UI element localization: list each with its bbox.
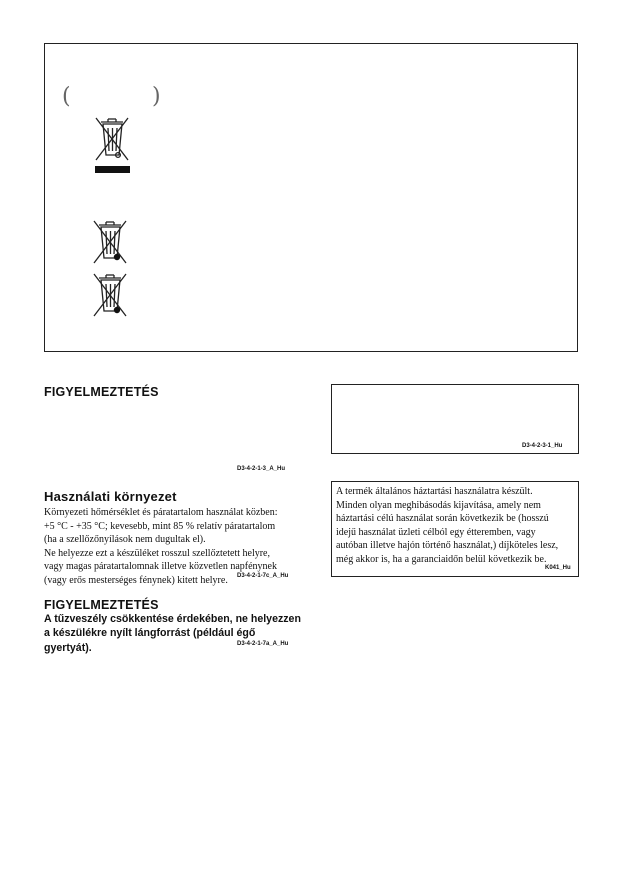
doc-code-environment: D3-4-2-1-7c_A_Hu [237,573,289,579]
environment-heading: Használati környezet [44,489,177,504]
doc-code-box-2: K041_Hu [545,565,571,571]
warning-heading-2: FIGYELMEZTETÉS [44,598,159,612]
household-use-line: autóban illetve hajón történő használat,) díjköteles lesz, [336,540,559,552]
environment-line: Környezeti hőmérséklet és páratartalom használat közben: [44,507,278,518]
doc-code-box-1: D3-4-2-3-1_Hu [522,443,563,449]
warning-heading-1: FIGYELMEZTETÉS [44,385,159,399]
bracket-left: ( [62,84,71,109]
household-use-line: háztartási célú használat során következik be (hosszú [336,513,549,525]
environment-line: +5 °C - +35 °C; kevesebb, mint 85 % relatív páratartalom [44,520,276,532]
household-use-line: idejű használat üzleti célból egy étteremben, vagy [336,526,536,538]
household-use-line: még akkor is, ha a garanciaidőn belül következik be. [336,553,547,565]
doc-code-warning-2: D3-4-2-1-7a_A_Hu [237,641,289,647]
crossed-bin-with-bar-icon [92,114,132,178]
fire-warning-line: gyertyát). [44,641,92,654]
environment-line: vagy magas páratartalomnak illetve közvetlen napfénynek [44,561,277,573]
doc-code-warning-1: D3-4-2-1-3_A_Hu [237,466,286,472]
environment-line: Ne helyezze ezt a készüléket rosszul szellőztetett helyre, [44,547,270,559]
bracket-right: ) [152,84,161,109]
crossed-bin-pb-icon [90,270,130,320]
crossed-bin-hg-icon [90,217,130,267]
household-use-line: A termék általános háztartási használatra készült. [336,486,533,497]
environment-line: (ha a szellőzőnyílások nem dugultak el). [44,534,206,546]
environment-line: (vagy erős mesterséges fénynek) kitett helyre. [44,574,228,586]
fire-warning-line: A tűzveszély csökkentése érdekében, ne helyezzen [44,613,301,625]
household-use-line: Minden olyan meghibásodás kijavítása, amely nem [336,499,541,511]
fire-warning-text [44,612,306,655]
household-use-text [336,485,576,567]
fire-warning-line: a készülékre nyílt lángforrást (például égő [44,627,256,640]
